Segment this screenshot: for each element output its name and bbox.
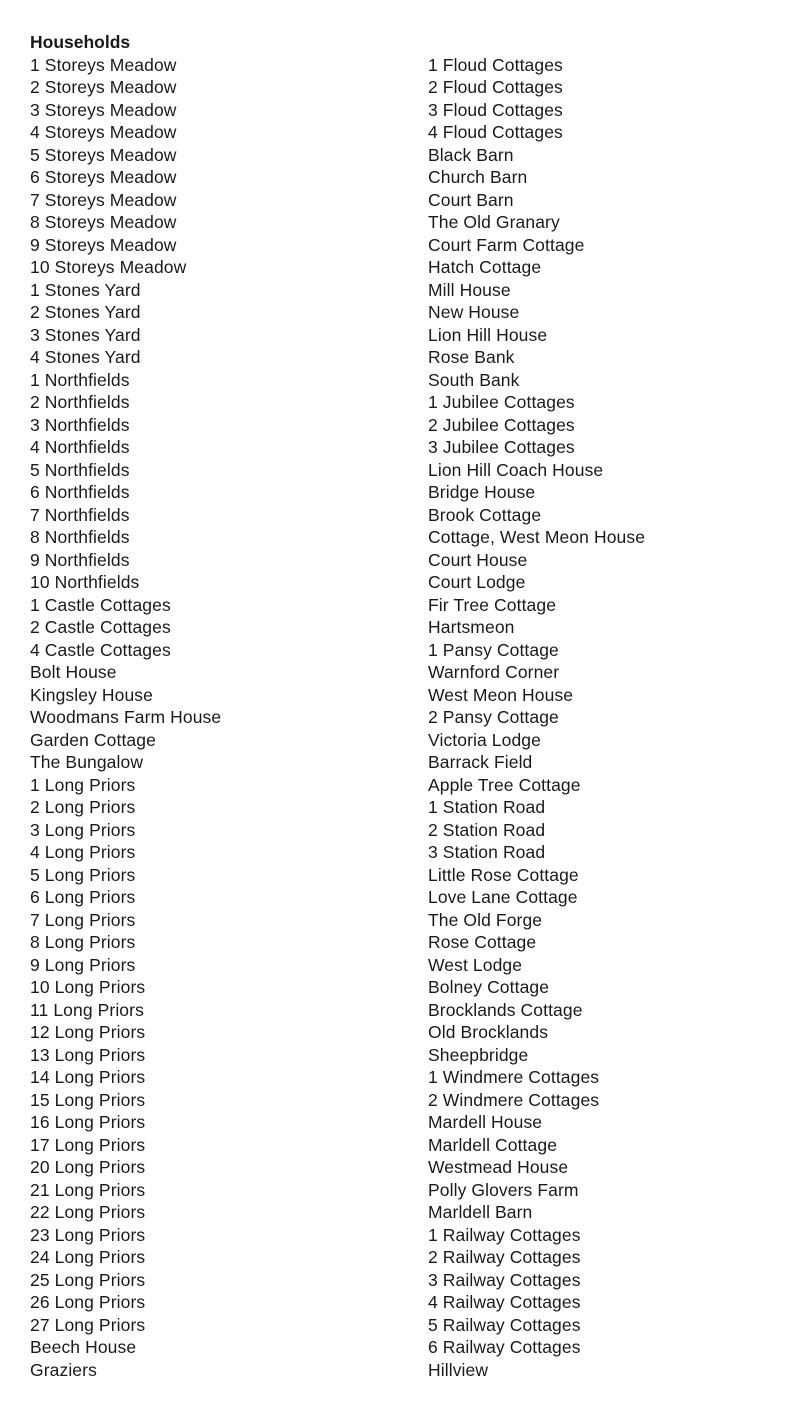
household-entry: Court Barn (428, 189, 514, 210)
household-entry: 16 Long Priors (30, 1112, 146, 1132)
household-entry: 21 Long Priors (30, 1179, 146, 1200)
household-entry: New House (428, 302, 520, 322)
household-entry: 9 Storeys Meadow (30, 234, 177, 255)
household-entry: 4 Northfields (30, 437, 130, 457)
household-entry: 5 Northfields (30, 459, 130, 480)
household-entry: 3 Floud Cottages (428, 99, 563, 120)
right-household-list (428, 54, 770, 1382)
household-entry: 26 Long Priors (30, 1292, 146, 1312)
household-entry: Bridge House (428, 482, 536, 502)
household-entry: 2 Jubilee Cottages (428, 414, 575, 435)
household-entry: 17 Long Priors (30, 1134, 146, 1155)
household-entry: 3 Long Priors (30, 819, 136, 840)
household-entry: Graziers (30, 1359, 97, 1380)
household-entry: 27 Long Priors (30, 1314, 146, 1335)
household-entry: 4 Stones Yard (30, 347, 141, 367)
household-entry: Kingsley House (30, 684, 153, 705)
household-entry: 4 Floud Cottages (428, 122, 563, 142)
household-entry: 1 Stones Yard (30, 279, 141, 300)
household-entry: 6 Long Priors (30, 887, 136, 907)
household-entry: West Meon House (428, 684, 574, 705)
household-entry: 2 Long Priors (30, 797, 136, 817)
household-entry: Court Farm Cottage (428, 234, 585, 255)
household-entry: 11 Long Priors (30, 999, 144, 1020)
household-entry: 6 Northfields (30, 482, 130, 502)
household-entry: 14 Long Priors (30, 1067, 146, 1087)
household-entry: Brocklands Cottage (428, 999, 583, 1020)
household-entry: Beech House (30, 1337, 137, 1357)
household-entry: 1 Northfields (30, 369, 130, 390)
section-title: Households (30, 32, 131, 52)
household-entry: Hillview (428, 1359, 489, 1380)
household-entry: 5 Long Priors (30, 864, 136, 885)
household-entry: 1 Floud Cottages (428, 54, 563, 75)
household-entry: Fir Tree Cottage (428, 594, 557, 615)
household-entry: 2 Pansy Cottage (428, 707, 559, 727)
household-entry: Black Barn (428, 144, 514, 165)
household-entry: 1 Station Road (428, 797, 546, 817)
household-entry: 25 Long Priors (30, 1269, 146, 1290)
household-entry: 6 Railway Cottages (428, 1337, 581, 1357)
household-entry: Westmead House (428, 1157, 569, 1177)
household-entry: The Bungalow (30, 752, 144, 772)
household-entry: 1 Railway Cottages (428, 1224, 581, 1245)
household-entry: Court House (428, 549, 528, 570)
household-entry: Cottage, West Meon House (428, 527, 646, 547)
household-entry: 5 Storeys Meadow (30, 144, 177, 165)
household-entry: 5 Railway Cottages (428, 1314, 581, 1335)
household-entry: 2 Station Road (428, 819, 546, 840)
household-entry: Polly Glovers Farm (428, 1179, 579, 1200)
household-entry: South Bank (428, 369, 520, 390)
household-entry: 22 Long Priors (30, 1202, 146, 1222)
household-entry: 2 Windmere Cottages (428, 1089, 600, 1110)
household-entry: Hatch Cottage (428, 257, 542, 277)
household-entry: Old Brocklands (428, 1022, 549, 1042)
household-entry: 4 Castle Cottages (30, 639, 171, 660)
household-entry: 3 Railway Cottages (428, 1269, 581, 1290)
household-entry: 10 Storeys Meadow (30, 257, 187, 277)
household-entry: West Lodge (428, 954, 523, 975)
household-entry: 1 Windmere Cottages (428, 1067, 600, 1087)
household-entry: 9 Northfields (30, 549, 130, 570)
household-entry: Woodmans Farm House (30, 707, 222, 727)
household-entry: Rose Bank (428, 347, 515, 367)
household-entry: 2 Floud Cottages (428, 77, 563, 97)
household-entry: Lion Hill House (428, 324, 548, 345)
household-entry: Brook Cottage (428, 504, 542, 525)
household-entry: Rose Cottage (428, 932, 537, 952)
household-entry: 10 Long Priors (30, 977, 146, 997)
household-entry: Hartsmeon (428, 617, 515, 637)
household-entry: 13 Long Priors (30, 1044, 146, 1065)
household-entry: 1 Jubilee Cottages (428, 392, 575, 412)
household-entry: 2 Railway Cottages (428, 1247, 581, 1267)
household-entry: Barrack Field (428, 752, 533, 772)
household-entry: 1 Storeys Meadow (30, 54, 177, 75)
household-entry: Mardell House (428, 1112, 543, 1132)
household-entry: 24 Long Priors (30, 1247, 146, 1267)
household-entry: Court Lodge (428, 572, 526, 592)
household-entry: 12 Long Priors (30, 1022, 146, 1042)
household-entry: 3 Storeys Meadow (30, 99, 177, 120)
household-entry: 3 Station Road (428, 842, 546, 862)
household-entry: The Old Granary (428, 212, 560, 232)
household-entry: 6 Storeys Meadow (30, 167, 177, 187)
household-entry: Victoria Lodge (428, 729, 541, 750)
household-entry: 1 Castle Cottages (30, 594, 171, 615)
household-entry: 2 Storeys Meadow (30, 77, 177, 97)
household-entry: 20 Long Priors (30, 1157, 146, 1177)
household-entry: 7 Northfields (30, 504, 130, 525)
household-entry: Little Rose Cottage (428, 864, 579, 885)
household-entry: Apple Tree Cottage (428, 774, 581, 795)
households-document (30, 31, 770, 1380)
household-entry: 3 Northfields (30, 414, 130, 435)
household-entry: Church Barn (428, 167, 528, 187)
left-household-list (30, 54, 410, 1382)
household-entry: 4 Long Priors (30, 842, 136, 862)
household-entry: 8 Long Priors (30, 932, 136, 952)
household-entry: The Old Forge (428, 909, 543, 930)
household-entry: Marldell Cottage (428, 1134, 558, 1155)
household-entry: Marldell Barn (428, 1202, 533, 1222)
household-entry: Love Lane Cottage (428, 887, 578, 907)
household-entry: Garden Cottage (30, 729, 156, 750)
household-entry: 7 Storeys Meadow (30, 189, 177, 210)
household-entry: Bolney Cottage (428, 977, 550, 997)
household-entry: Warnford Corner (428, 662, 560, 682)
household-entry: 8 Northfields (30, 527, 130, 547)
household-entry: 3 Stones Yard (30, 324, 141, 345)
household-entry: Lion Hill Coach House (428, 459, 604, 480)
household-entry: 10 Northfields (30, 572, 140, 592)
household-entry: Bolt House (30, 662, 117, 682)
household-entry: 2 Northfields (30, 392, 130, 412)
household-entry: 8 Storeys Meadow (30, 212, 177, 232)
household-entry: 15 Long Priors (30, 1089, 146, 1110)
household-entry: 2 Castle Cottages (30, 617, 171, 637)
household-entry: 23 Long Priors (30, 1224, 146, 1245)
household-entry: Sheepbridge (428, 1044, 529, 1065)
household-entry: 4 Railway Cottages (428, 1292, 581, 1312)
household-entry: 1 Long Priors (30, 774, 136, 795)
household-entry: 7 Long Priors (30, 909, 136, 930)
household-entry: Mill House (428, 279, 511, 300)
household-entry: 2 Stones Yard (30, 302, 141, 322)
household-entry: 3 Jubilee Cottages (428, 437, 575, 457)
household-entry: 1 Pansy Cottage (428, 639, 559, 660)
household-entry: 4 Storeys Meadow (30, 122, 177, 142)
household-entry: 9 Long Priors (30, 954, 136, 975)
